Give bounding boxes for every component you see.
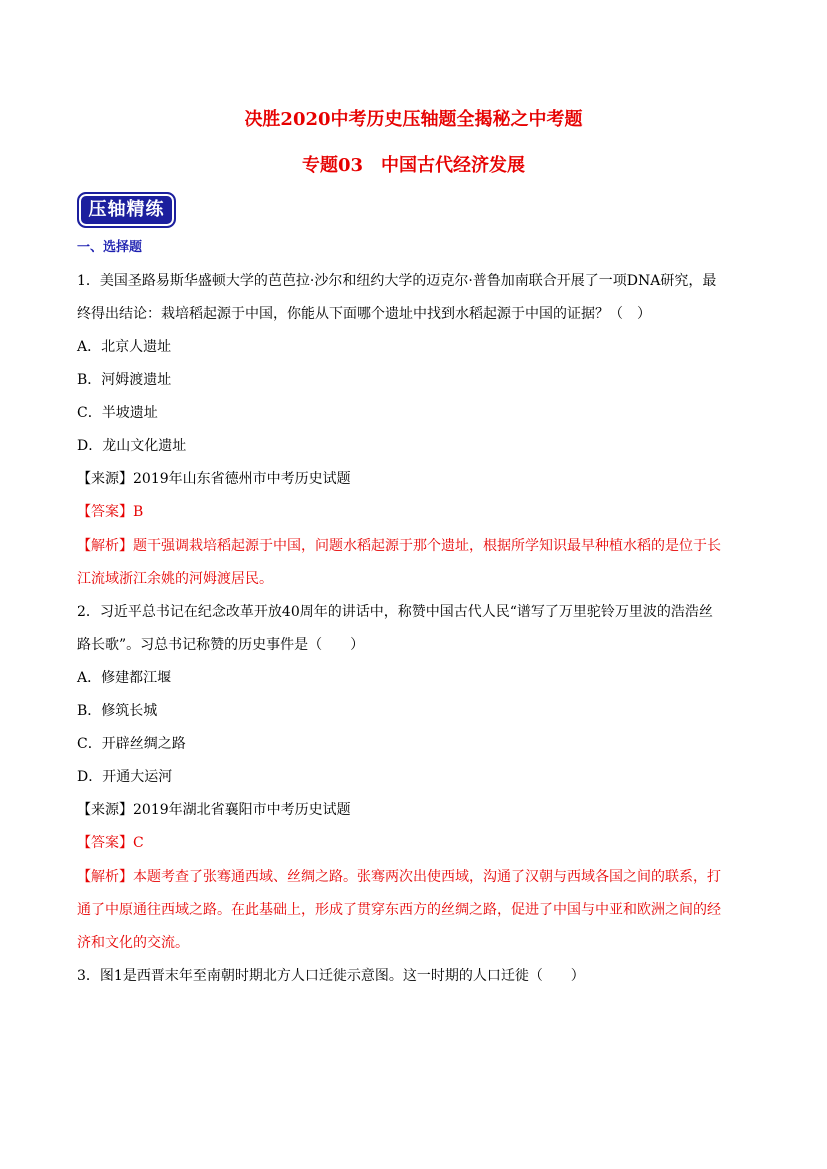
document-subtitle: 专题03 中国古代经济发展 (301, 155, 526, 176)
question-2-option-a: A．修建都江堰 (77, 670, 172, 686)
question-2-analysis-line-3: 济和文化的交流。 (77, 935, 189, 951)
question-2-source: 【来源】2019年湖北省襄阳市中考历史试题 (77, 802, 351, 818)
question-2-option-d: D．开通大运河 (77, 769, 173, 785)
question-1-option-a: A．北京人遗址 (77, 339, 172, 355)
question-2-option-b: B．修筑长城 (77, 703, 158, 719)
section-badge: 压轴精练 (77, 192, 176, 228)
question-1-answer: 【答案】B (77, 504, 144, 520)
question-1-analysis-line-2: 江流域浙江余姚的河姆渡居民。 (77, 571, 273, 587)
section-heading: 一、选择题 (77, 240, 143, 255)
question-1-stem-line-1: 1．美国圣路易斯华盛顿大学的芭芭拉·沙尔和纽约大学的迈克尔·普鲁加南联合开展了一项DNA研究，最 (77, 273, 717, 289)
question-2-answer: 【答案】C (77, 835, 144, 851)
question-2-analysis-line-1: 【解析】本题考查了张骞通西域、丝绸之路。张骞两次出使西域，沟通了汉朝与西域各国之间的联系，打 (77, 869, 721, 885)
question-1-option-c: C．半坡遗址 (77, 405, 158, 421)
question-1-analysis-line-1: 【解析】题干强调栽培稻起源于中国，问题水稻起源于那个遗址，根据所学知识最早种植水稻的是位于长 (77, 538, 721, 554)
question-2-stem-line-1: 2．习近平总书记在纪念改革开放40周年的讲话中，称赞中国古代人民“谱写了万里驼铃万里波的浩浩丝 (77, 604, 713, 620)
question-2-analysis-line-2: 通了中原通往西域之路。在此基础上，形成了贯穿东西方的丝绸之路，促进了中国与中亚和欧洲之间的经 (77, 902, 721, 918)
question-2-stem-line-2: 路长歌”。习总书记称赞的历史事件是（ ） (77, 637, 365, 653)
question-2-option-c: C．开辟丝绸之路 (77, 736, 186, 752)
question-1-stem-line-2: 终得出结论：栽培稻起源于中国，你能从下面哪个遗址中找到水稻起源于中国的证据？（ ） (77, 306, 651, 322)
question-3-stem-line-1: 3．图1是西晋末年至南朝时期北方人口迁徙示意图。这一时期的人口迁徙（ ） (77, 968, 585, 984)
document-title: 决胜2020中考历史压轴题全揭秘之中考题 (244, 109, 583, 130)
question-1-source: 【来源】2019年山东省德州市中考历史试题 (77, 471, 351, 487)
question-1-option-b: B．河姆渡遗址 (77, 372, 172, 388)
question-1-option-d: D．龙山文化遗址 (77, 438, 187, 454)
